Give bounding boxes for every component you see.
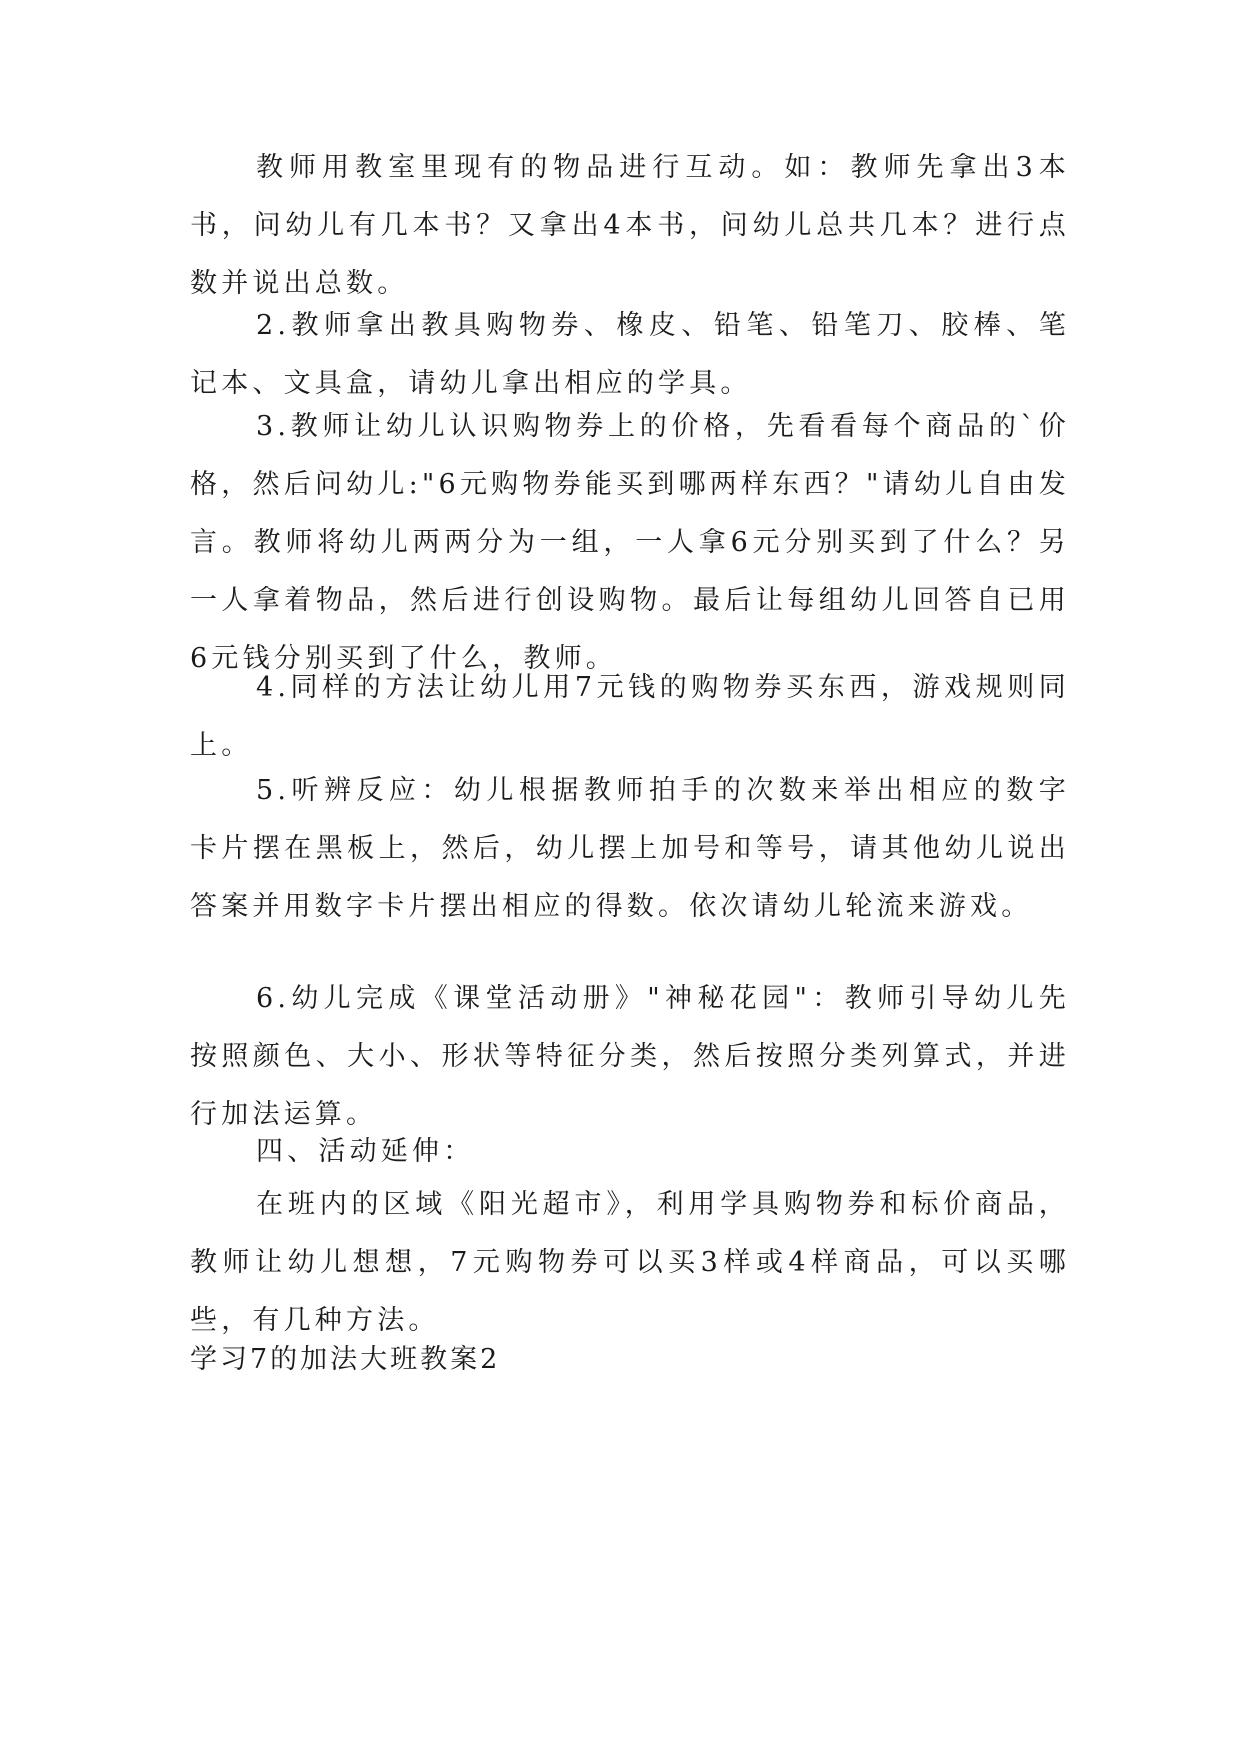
- paragraph-step-4: 4.同样的方法让幼儿用7元钱的购物券买东西，游戏规则同上。: [190, 672, 1070, 761]
- paragraph-extension: 在班内的区域《阳光超市》，利用学具购物券和标价商品，教师让幼儿想想，7元购物券可以买3样或4样商品，可以买哪些，有几种方法。: [190, 1189, 1070, 1336]
- paragraph-step-2: 2.教师拿出教具购物券、橡皮、铅笔、铅笔刀、胶棒、笔记本、文具盒，请幼儿拿出相应的学具。: [190, 310, 1070, 399]
- paragraph-step-3: 3.教师让幼儿认识购物券上的价格，先看看每个商品的`价格，然后问幼儿:"6元购物券能买到哪两样东西？"请幼儿自由发言。教师将幼儿两两分为一组，一人拿6元分别买到了什么？另一人拿着物品，然后进行创设购物。最后让每组幼儿回答自已用6元钱分别买到了什么，教师。: [190, 411, 1070, 674]
- section-heading-extension: 四、活动延伸：: [256, 1136, 475, 1167]
- paragraph-step-6: 6.幼儿完成《课堂活动册》"神秘花园"：教师引导幼儿先按照颜色、大小、形状等特征分类，然后按照分类列算式，并进行加法运算。: [190, 983, 1070, 1130]
- paragraph-step-5: 5.听辨反应：幼儿根据教师拍手的次数来举出相应的数字卡片摆在黑板上，然后，幼儿摆上加号和等号，请其他幼儿说出答案并用数字卡片摆出相应的得数。依次请幼儿轮流来游戏。: [190, 775, 1070, 922]
- next-lesson-title: 学习7的加法大班教案2: [190, 1344, 501, 1375]
- paragraph-intro-activity: 教师用教室里现有的物品进行互动。如：教师先拿出3本书，问幼儿有几本书？又拿出4本书，问幼儿总共几本？进行点数并说出总数。: [190, 152, 1070, 299]
